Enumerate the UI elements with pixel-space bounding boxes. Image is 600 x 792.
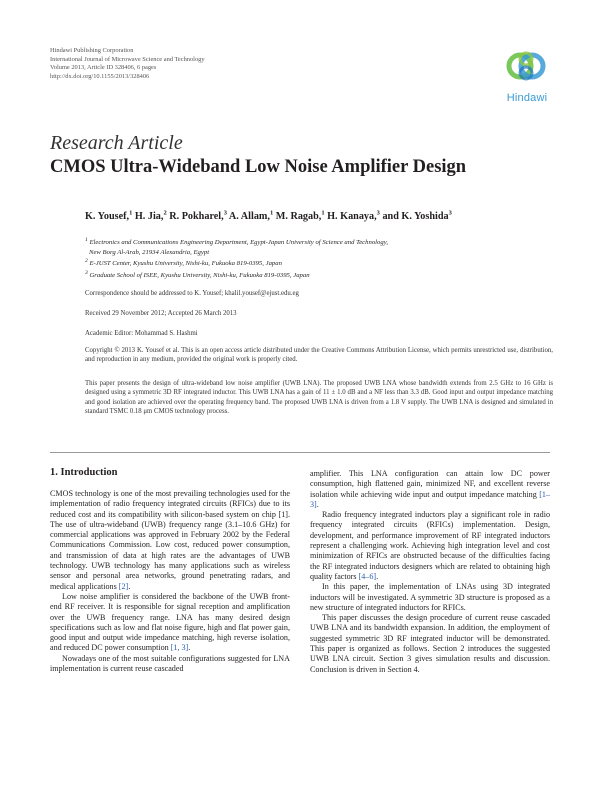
hindawi-logo-text: Hindawi (506, 92, 548, 104)
volume-info: Volume 2013, Article ID 328406, 6 pages (50, 64, 157, 72)
journal-header (50, 47, 205, 81)
copyright: Copyright © 2013 K. Yousef et al. This is an open access article distributed under the Creative Commons Attribution License, which permits unrestricted use, distribution, and reproduction in any medium, provided the original work is properly cited. (85, 347, 553, 364)
affiliation-3: $^3$ Graduate School of ISEE, Kyushu University, Nishi-ku, Fukuoka 819-0395, Japan (85, 270, 310, 280)
citation-link[interactable]: [2] (118, 581, 129, 591)
paragraph: Low noise amplifier is considered the backbone of the UWB front-end RF receiver. It is responsible for signal reception and amplification over the UWB frequency range. LNA has many desired design specifications such as low and flat noise figure, high and flat power gain, good input and output wide impedance matching, high reverse isolation, and reduced DC power consumption [1, 3]. (50, 591, 290, 653)
paragraph: Nowadays one of the most suitable configurations suggested for LNA implementation is current reuse cascaded (50, 653, 290, 674)
publisher: Hindawi Publishing Corporation (50, 47, 134, 54)
author: R. Pokharel,$^3$ (169, 210, 227, 223)
body-column-right (310, 469, 550, 675)
journal-name: International Journal of Microwave Science and Technology (50, 55, 205, 63)
affiliation-2: $^2$ E-JUST Center, Kyushu University, Nishi-ku, Fukuoka 819-0395, Japan (85, 258, 282, 268)
paragraph: This paper discusses the design procedure of current reuse cascaded UWB LNA and its bandwidth expansion. In addition, the employment of suggested symmetric 3D RF integrated inductor will be demonstrated. This paper is organized as follows. Section 2 introduces the suggested UWB LNA circuit. Section 3 gives simulation results and discussion. Conclusion is driven in Section 4. (310, 613, 550, 674)
author: M. Ragab,$^1$ (275, 210, 325, 223)
correspondence: Correspondence should be addressed to K. Yousef; khalil.yousef@ejust.edu.eg (85, 290, 299, 297)
paper-title: CMOS Ultra-Wideband Low Noise Amplifier Design (50, 157, 467, 177)
paragraph: amplifier. This LNA configuration can attain low DC power consumption, high flattened gain, minimized NF, and excellent reverse isolation while achieving wide input and output impedance matching [1–3]. (310, 469, 550, 509)
paragraph: Radio frequency integrated inductors play a significant role in radio frequency integrated circuits (RFICs) implementation. Design, development, and performance improvement of RF integrated inductors represent a challenging work. Achieving high integration level and cost minimization of RFICs are obstructed because of the difficulties facing the RF integrated inductors designers which are related to obtaining high quality factors [4–6]. (310, 510, 550, 581)
citation-link[interactable]: [1–3] (310, 489, 550, 509)
affiliation-1: $^1$ Electronics and Communications Engineering Department, Egypt-Japan University of Science and Technology, (85, 237, 388, 247)
author: and K. Yoshida$^3$ (382, 210, 452, 223)
citation-link[interactable]: [4–6] (358, 571, 377, 581)
author: A. Allam,$^1$ (228, 210, 274, 223)
paragraph: CMOS technology is one of the most prevailing technologies used for the implementation of radio frequency integrated circuits (RFICs) due to its reduced cost and its compatibility with silicon-based system on chip [1]. The use of ultra-wideband (UWB) frequency range (3.1–10.6 GHz) for commercial applications was approved in February 2002 by the Federal Communications Commission. Low cost, reduced power consumption, and transmission of data at high rates are the advantages of UWB technology. UWB technology has many applications such as wireless sensor and personal area networks, ground penetrating radars, and medical applications [2]. (50, 489, 290, 591)
academic-editor: Academic Editor: Mohammad S. Hashmi (85, 330, 198, 337)
author: K. Yousef,$^1$ (85, 210, 133, 223)
citation-link[interactable]: [1, 3] (170, 643, 189, 653)
dates: Received 29 November 2012; Accepted 26 March 2013 (85, 310, 237, 317)
article-type: Research Article (50, 132, 183, 154)
affiliation-1-cont: New Borg Al-Arab, 21934 Alexandria, Egypt (89, 248, 210, 256)
affiliations (85, 236, 555, 281)
abstract: This paper presents the design of ultra-wideband low noise amplifier (UWB LNA). The proposed UWB LNA whose bandwidth extends from 2.5 GHz to 16 GHz is designed using a symmetric 3D RF integrated inductor. This UWB LNA has a gain of 11 ± 1.0 dB and a NF less than 3.3 dB. Good input and output impedance matching and good isolation are achieved over the operating frequency band. The proposed UWB LNA is driven from a 1.8 V supply. The UWB LNA is designed and simulated in standard TSMC 0.18 μm CMOS technology process. (85, 380, 553, 416)
doi-link[interactable]: http://dx.doi.org/10.1155/2013/328406 (50, 72, 150, 80)
author-list (85, 210, 452, 222)
section-heading: 1. Introduction (50, 467, 118, 478)
body-column-left (50, 489, 290, 674)
divider (50, 452, 550, 453)
author: H. Jia,$^2$ (134, 210, 167, 223)
paragraph: In this paper, the implementation of LNAs using 3D integrated inductors will be investigated. A symmetric 3D structure is proposed as a new structure of integrated inductors for RFICs. (310, 582, 550, 612)
author: H. Kanaya,$^3$ (327, 210, 380, 223)
